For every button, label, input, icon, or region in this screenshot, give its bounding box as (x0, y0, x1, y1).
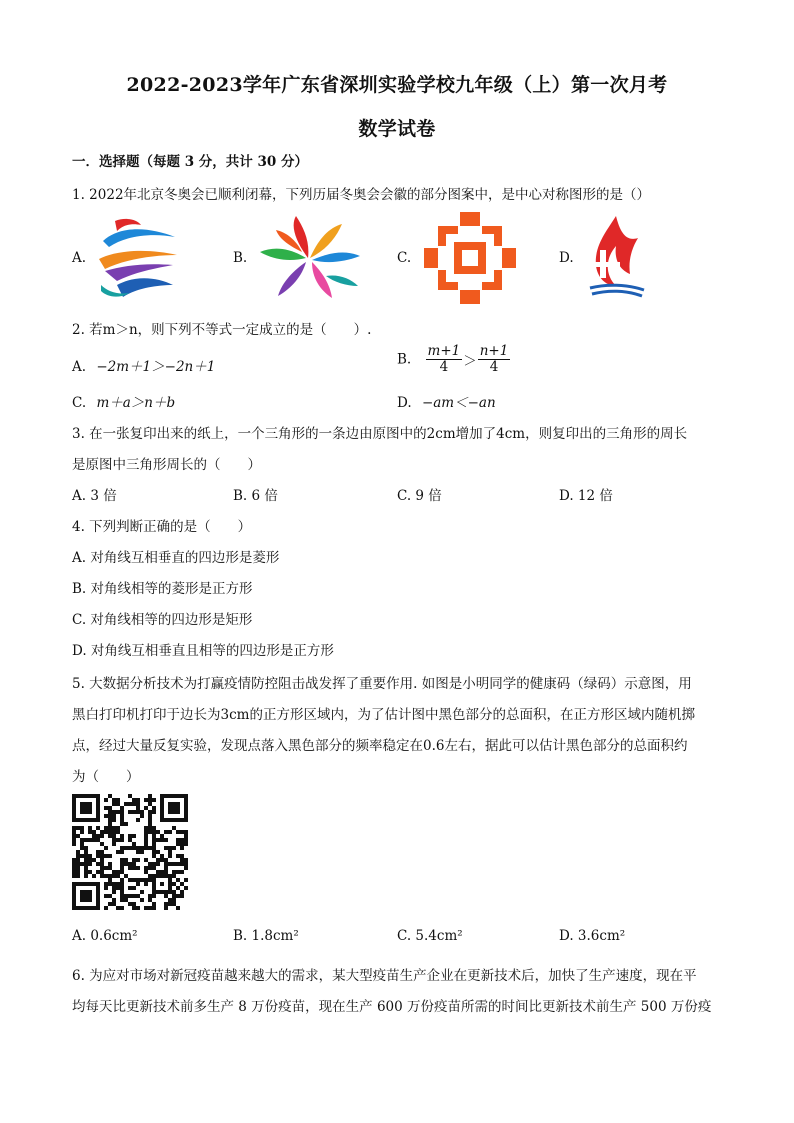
qr-code-icon (72, 794, 188, 910)
flame-emblem-icon (586, 212, 646, 304)
q2-option-b-fraction-right (478, 344, 511, 375)
q3-option-a: A. 3 倍 (72, 488, 117, 504)
q3-option-d: D. 12 倍 (559, 488, 613, 504)
q2-option-a-expr: −2m＋1＞−2n＋1 (96, 359, 216, 375)
fraction-denominator: 4 (489, 359, 499, 375)
q1-option-d-label: D. (559, 250, 574, 266)
q2-option-c (72, 391, 175, 411)
question-5-stem-line2: 黑白打印机打印于边长为3cm的正方形区域内，为了估计图中黑色部分的总面积，在正方形区域内随机掷 (72, 707, 695, 723)
exam-title: 2022-2023学年广东省深圳实验学校九年级（上）第一次月考 (126, 74, 668, 96)
question-3-stem-line1: 3. 在一张复印出来的纸上，一个三角形的一条边由原图中的2cm增加了4cm，则复印出的三角形的周长 (72, 426, 688, 442)
q5-option-d: D. 3.6cm² (559, 928, 626, 944)
q2-option-c-label: C. (72, 395, 87, 411)
q2-option-b (397, 344, 511, 375)
q5-option-b: B. 1.8cm² (233, 928, 299, 944)
question-6-stem-line1: 6. 为应对市场对新冠疫苗越来越大的需求，某大型疫苗生产企业在更新技术后，加快了生产速度，现在平 (72, 968, 697, 984)
q2-option-b-label: B. (397, 351, 412, 368)
q1-option-b-label: B. (233, 250, 248, 266)
question-3-stem-line2: 是原图中三角形周长的（ ） (72, 457, 261, 473)
q3-option-b: B. 6 倍 (233, 488, 278, 504)
q5-option-c: C. 5.4cm² (397, 928, 463, 944)
q1-option-c-label: C. (397, 250, 412, 266)
question-6-stem-line2: 均每天比更新技术前多生产 8 万份疫苗，现在生产 600 万份疫苗所需的时间比更新技术前生产 500 万份疫 (72, 999, 712, 1015)
exam-subtitle: 数学试卷 (358, 118, 436, 140)
q2-option-d-expr: −am＜−an (421, 395, 496, 411)
q4-option-a: A. 对角线互相垂直的四边形是菱形 (72, 550, 280, 566)
q2-option-a (72, 355, 215, 375)
flower-petals-emblem-icon (256, 212, 362, 302)
winter-olympics-2022-emblem-icon (95, 215, 181, 301)
question-5-stem-line4: 为（ ） (72, 769, 140, 785)
q3-option-c: C. 9 倍 (397, 488, 442, 504)
q4-option-d: D. 对角线互相垂直且相等的四边形是正方形 (72, 643, 334, 659)
question-2-stem: 2. 若m＞n，则下列不等式一定成立的是（ ）. (72, 322, 372, 338)
q2-option-c-expr: m＋a＞n＋b (96, 395, 176, 411)
fraction-denominator: 4 (439, 359, 449, 375)
question-4-stem: 4. 下列判断正确的是（ ） (72, 519, 252, 535)
q2-option-d (397, 391, 496, 411)
q1-option-a-label: A. (72, 250, 87, 266)
q2-option-a-label: A. (72, 359, 87, 375)
question-1-stem: 1. 2022年北京冬奥会已顺利闭幕，下列历届冬奥会会徽的部分图案中，是中心对称图形的是（） (72, 187, 651, 203)
fraction-numerator: n+1 (479, 343, 509, 359)
section-heading: 一．选择题（每题 3 分，共计 30 分） (72, 154, 308, 170)
q5-option-a: A. 0.6cm² (72, 928, 138, 944)
question-5-stem-line3: 点，经过大量反复实验，发现点落入黑色部分的频率稳定在0.6左右，据此可以估计黑色部分的总面积约 (72, 738, 688, 754)
fraction-numerator: m+1 (427, 343, 461, 359)
orange-square-emblem-icon (424, 212, 516, 304)
q2-option-b-fraction-left (426, 344, 463, 375)
q2-option-d-label: D. (397, 395, 412, 411)
q2-option-b-operator: ＞ (463, 353, 477, 370)
q4-option-b: B. 对角线相等的菱形是正方形 (72, 581, 253, 597)
question-5-stem-line1: 5. 大数据分析技术为打赢疫情防控阻击战发挥了重要作用. 如图是小明同学的健康码（绿码）示意图，用 (72, 676, 692, 692)
q4-option-c: C. 对角线相等的四边形是矩形 (72, 612, 253, 628)
